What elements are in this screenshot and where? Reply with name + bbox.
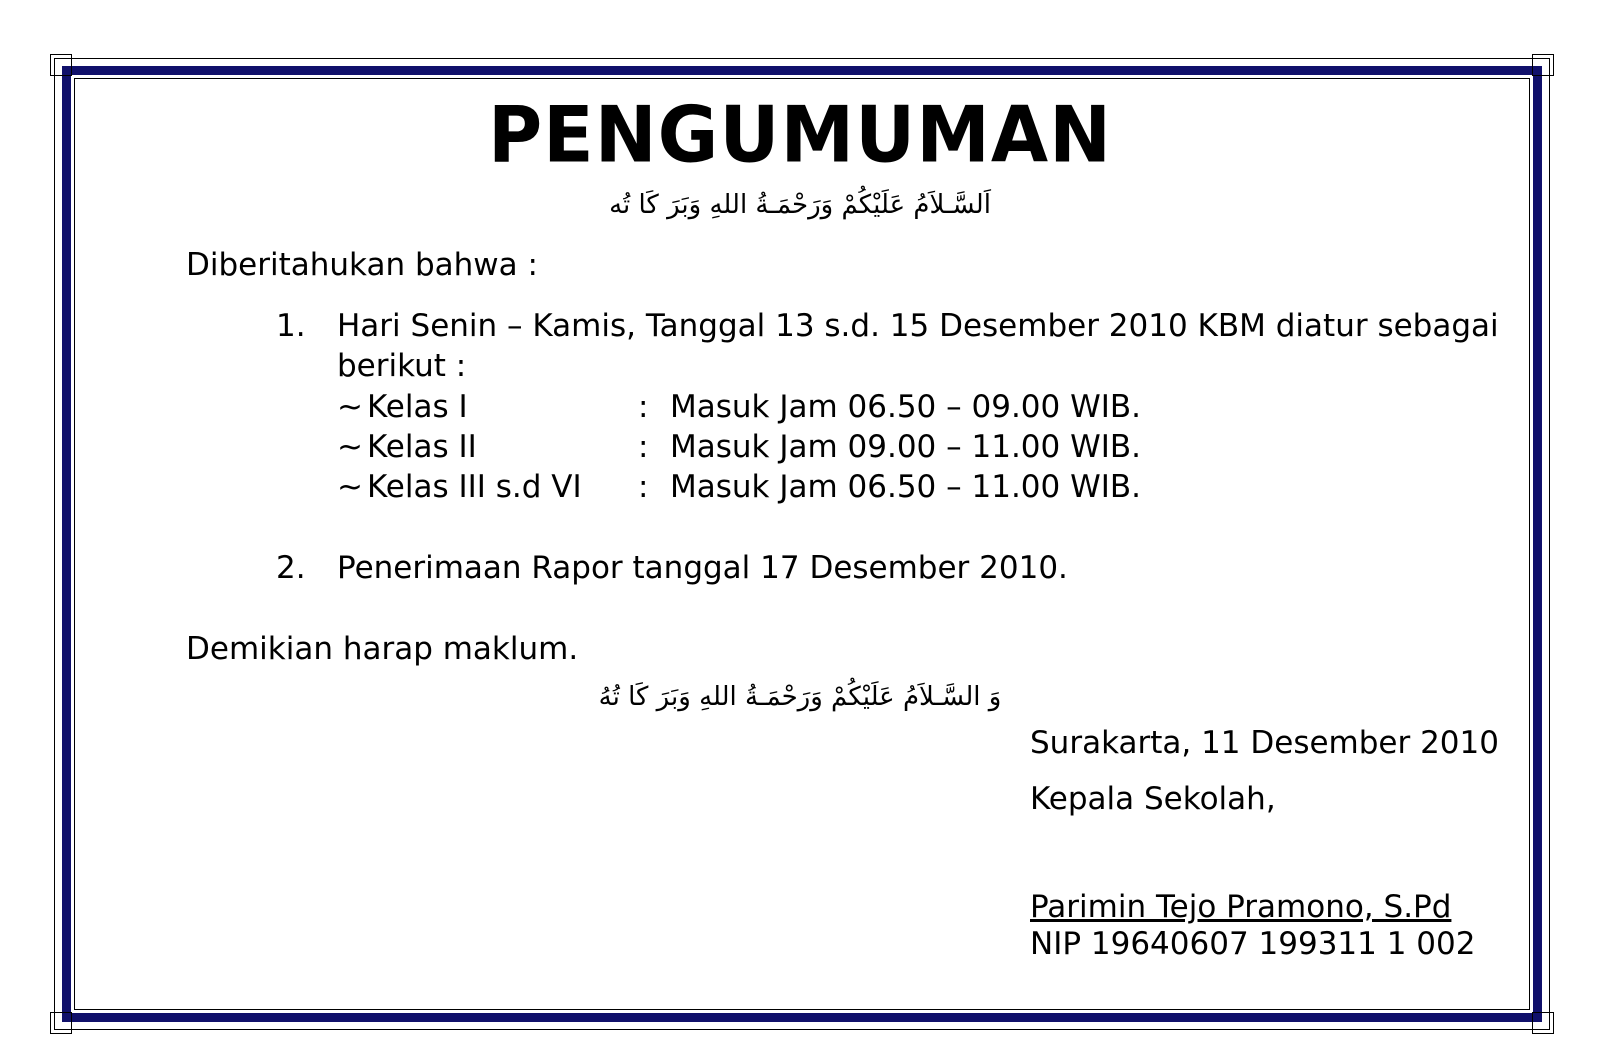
- class-label: Kelas III s.d VI: [367, 469, 582, 505]
- tilde-bullet: ~: [337, 429, 363, 465]
- closing-text: Demikian harap maklum.: [186, 631, 579, 667]
- signatory-role: Kepala Sekolah,: [1030, 781, 1276, 817]
- schedule-time: Masuk Jam 09.00 – 11.00 WIB.: [670, 429, 1142, 465]
- schedule-separator: :: [638, 429, 649, 465]
- schedule-time: Masuk Jam 06.50 – 11.00 WIB.: [670, 469, 1142, 505]
- place-date: Surakarta, 11 Desember 2010: [1030, 725, 1499, 761]
- frame-corner-top-left: [50, 54, 72, 76]
- schedule-separator: :: [638, 389, 649, 425]
- frame-corner-bottom-left: [50, 1012, 72, 1034]
- schedule-row: [337, 429, 477, 465]
- item-1-text-cont: berikut :: [337, 348, 467, 384]
- signatory-name: Parimin Tejo Pramono, S.Pd: [1030, 889, 1452, 925]
- closing-greeting: وَ السَّـلاَمُ عَلَيْكُمْ وَرَحْمَـةُ اللهِ وَبَرَ كَا تُهُ: [598, 682, 1002, 712]
- item-1-number: 1.: [276, 308, 306, 344]
- item-2-text: Penerimaan Rapor tanggal 17 Desember 2010.: [337, 550, 1068, 586]
- opening-greeting: اَلسَّـلاَمُ عَلَيْكُمْ وَرَحْمَـةُ اللهِ وَبَرَ كَا تُه: [609, 190, 991, 220]
- schedule-separator: :: [638, 469, 649, 505]
- tilde-bullet: ~: [337, 389, 363, 425]
- class-label: Kelas II: [367, 429, 477, 465]
- item-2-number: 2.: [276, 550, 306, 586]
- schedule-row: [337, 389, 468, 425]
- tilde-bullet: ~: [337, 469, 363, 505]
- frame-corner-bottom-right: [1532, 1012, 1554, 1034]
- item-1-text: Hari Senin – Kamis, Tanggal 13 s.d. 15 Desember 2010 KBM diatur sebagai: [337, 308, 1499, 344]
- intro-text: Diberitahukan bahwa :: [186, 247, 538, 283]
- signatory-nip: NIP 19640607 199311 1 002: [1030, 926, 1476, 962]
- schedule-time: Masuk Jam 06.50 – 09.00 WIB.: [670, 389, 1142, 425]
- frame-corner-top-right: [1532, 54, 1554, 76]
- announcement-title: PENGUMUMAN: [487, 89, 1113, 181]
- class-label: Kelas I: [367, 389, 468, 425]
- schedule-row: [337, 469, 582, 505]
